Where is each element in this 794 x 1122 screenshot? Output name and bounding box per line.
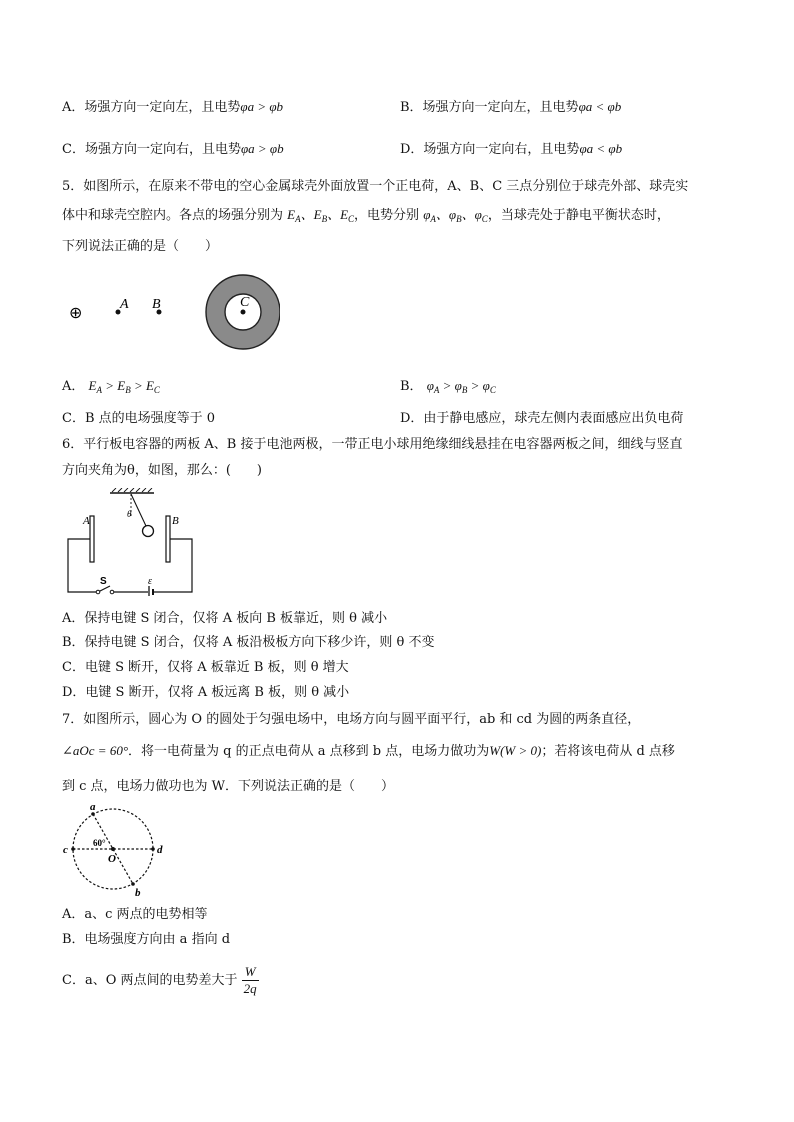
point-c-dot (71, 847, 75, 851)
q7-line2-text1: ．将一电荷量为 q 的正点电荷从 a 点移到 b 点，电场力做功为 (128, 744, 490, 759)
q5-option-c: C．B 点的电场强度等于 0 (62, 411, 216, 426)
q5-option-a-prefix: A． (62, 379, 85, 394)
q6-stem-line2: 方向夹角为θ，如图，那么：( ) (62, 463, 262, 478)
q5-option-a (62, 377, 160, 399)
fraction-numerator: W (242, 964, 259, 981)
q7-option-c-fraction (242, 964, 259, 997)
q5-line2-part3: ，当球壳处于静电平衡状态时， (487, 208, 670, 223)
q7-line2-text2: ；若将该电荷从 d 点移 (541, 744, 675, 759)
q4-option-a-text: A．场强方向一定向左，且电势 (62, 100, 241, 115)
ceiling-hatch (112, 488, 152, 492)
q4-option-c (62, 140, 284, 159)
q7-stem-line3: 到 c 点，电场力做功也为 W．下列说法正确的是（ ） (62, 779, 395, 794)
q7-circle-figure (62, 800, 172, 898)
q5-potential-symbols: $\varphi_A$、$\varphi_B$、$\varphi_C$ (423, 207, 488, 224)
label-b: b (135, 887, 141, 898)
plate-b (166, 516, 170, 562)
positive-charge-icon: ⊕ (69, 303, 83, 322)
q7-work-math: W(W > 0) (489, 743, 542, 758)
label-c: c (63, 844, 68, 856)
label-d: d (157, 844, 163, 856)
q7-option-c-text: C．a、O 两点间的电势差大于 (62, 973, 238, 988)
point-d-dot (151, 847, 155, 851)
q7-option-c (62, 963, 259, 999)
q5-option-b-prefix: B． (400, 379, 423, 394)
q6-stem-line1: 6．平行板电容器的两板 A、B 接于电池两极，一带正电小球用绝缘细线悬挂在电容器两板之间，细线与竖直 (62, 437, 683, 452)
plate-a (90, 516, 94, 562)
label-a: a (90, 801, 96, 813)
q5-stem-line3: 下列说法正确的是（ ） (62, 239, 219, 254)
battery-label: ε (148, 576, 152, 587)
q4-option-c-math: φa > φb (240, 141, 284, 156)
q4-option-c-text: C．场强方向一定向右，且电势 (62, 142, 241, 157)
q4-option-d (400, 140, 622, 159)
q4-option-a (62, 98, 283, 117)
switch-contact-2 (110, 590, 114, 594)
angle-label: 60° (93, 838, 106, 848)
charged-ball (143, 526, 154, 537)
q7-stem-line2 (62, 742, 675, 761)
q4-option-b (400, 98, 621, 117)
q4-option-a-math: φa > φb (240, 99, 284, 114)
q5-shell-figure (60, 258, 280, 370)
q5-line2-part2: ，电势分别 (354, 208, 420, 223)
switch-label: S (100, 576, 107, 587)
q4-option-d-math: φa < φb (579, 141, 623, 156)
q5-stem-line1: 5．如图所示，在原来不带电的空心金属球壳外面放置一个正电荷，A、B、C 三点分别位于球壳外部、球壳实 (62, 179, 689, 194)
q5-stem-line2 (62, 206, 670, 228)
string-line (131, 494, 146, 526)
q4-option-b-text: B．场强方向一定向左，且电势 (400, 100, 579, 115)
q7-option-a: A．a、c 两点的电势相等 (62, 907, 208, 922)
label-c: C (240, 295, 250, 310)
q5-option-b-math: $\varphi_A > \varphi_B > \varphi_C$ (426, 378, 496, 395)
q6-capacitor-figure (62, 488, 202, 596)
switch-contact-1 (96, 590, 100, 594)
label-a: A (120, 297, 129, 312)
q4-option-b-math: φa < φb (578, 99, 622, 114)
q5-option-a-math: $E_A > E_B > E_C$ (88, 378, 160, 395)
q5-option-d: D．由于静电感应，球壳左侧内表面感应出负电荷 (400, 411, 684, 426)
theta-label: θ (127, 509, 132, 519)
plate-a-label: A (83, 515, 90, 527)
q6-option-c: C．电键 S 断开，仅将 A 板靠近 B 板，则 θ 增大 (62, 660, 349, 675)
q5-option-b (400, 377, 496, 399)
q6-option-d: D．电键 S 断开，仅将 A 板远离 B 板，则 θ 减小 (62, 685, 350, 700)
q5-line2-part1: 体中和球壳空腔内。各点的场强分别为 (62, 208, 284, 223)
fraction-denominator: 2q (243, 981, 257, 996)
q4-option-d-text: D．场强方向一定向右，且电势 (400, 142, 580, 157)
center-o-dot (111, 847, 115, 851)
q7-option-b: B．电场强度方向由 a 指向 d (62, 932, 231, 947)
point-b-dot (131, 882, 135, 886)
q5-field-symbols: $E_A$、$E_B$、$E_C$ (287, 207, 355, 224)
circuit-wire-right (153, 539, 192, 592)
point-c-dot (241, 310, 246, 315)
label-o: O (108, 853, 116, 865)
q7-angle-math: ∠aOc = 60° (62, 743, 129, 758)
plate-b-label: B (172, 515, 179, 527)
q6-option-a: A．保持电键 S 闭合，仅将 A 板向 B 板靠近，则 θ 减小 (62, 611, 388, 626)
q7-stem-line1: 7．如图所示，圆心为 O 的圆处于匀强电场中，电场方向与圆平面平行，ab 和 cd 为圆的两条直径， (62, 712, 641, 727)
q6-option-b: B．保持电键 S 闭合，仅将 A 板沿极板方向下移少许，则 θ 不变 (62, 635, 435, 650)
label-b: B (152, 297, 161, 312)
